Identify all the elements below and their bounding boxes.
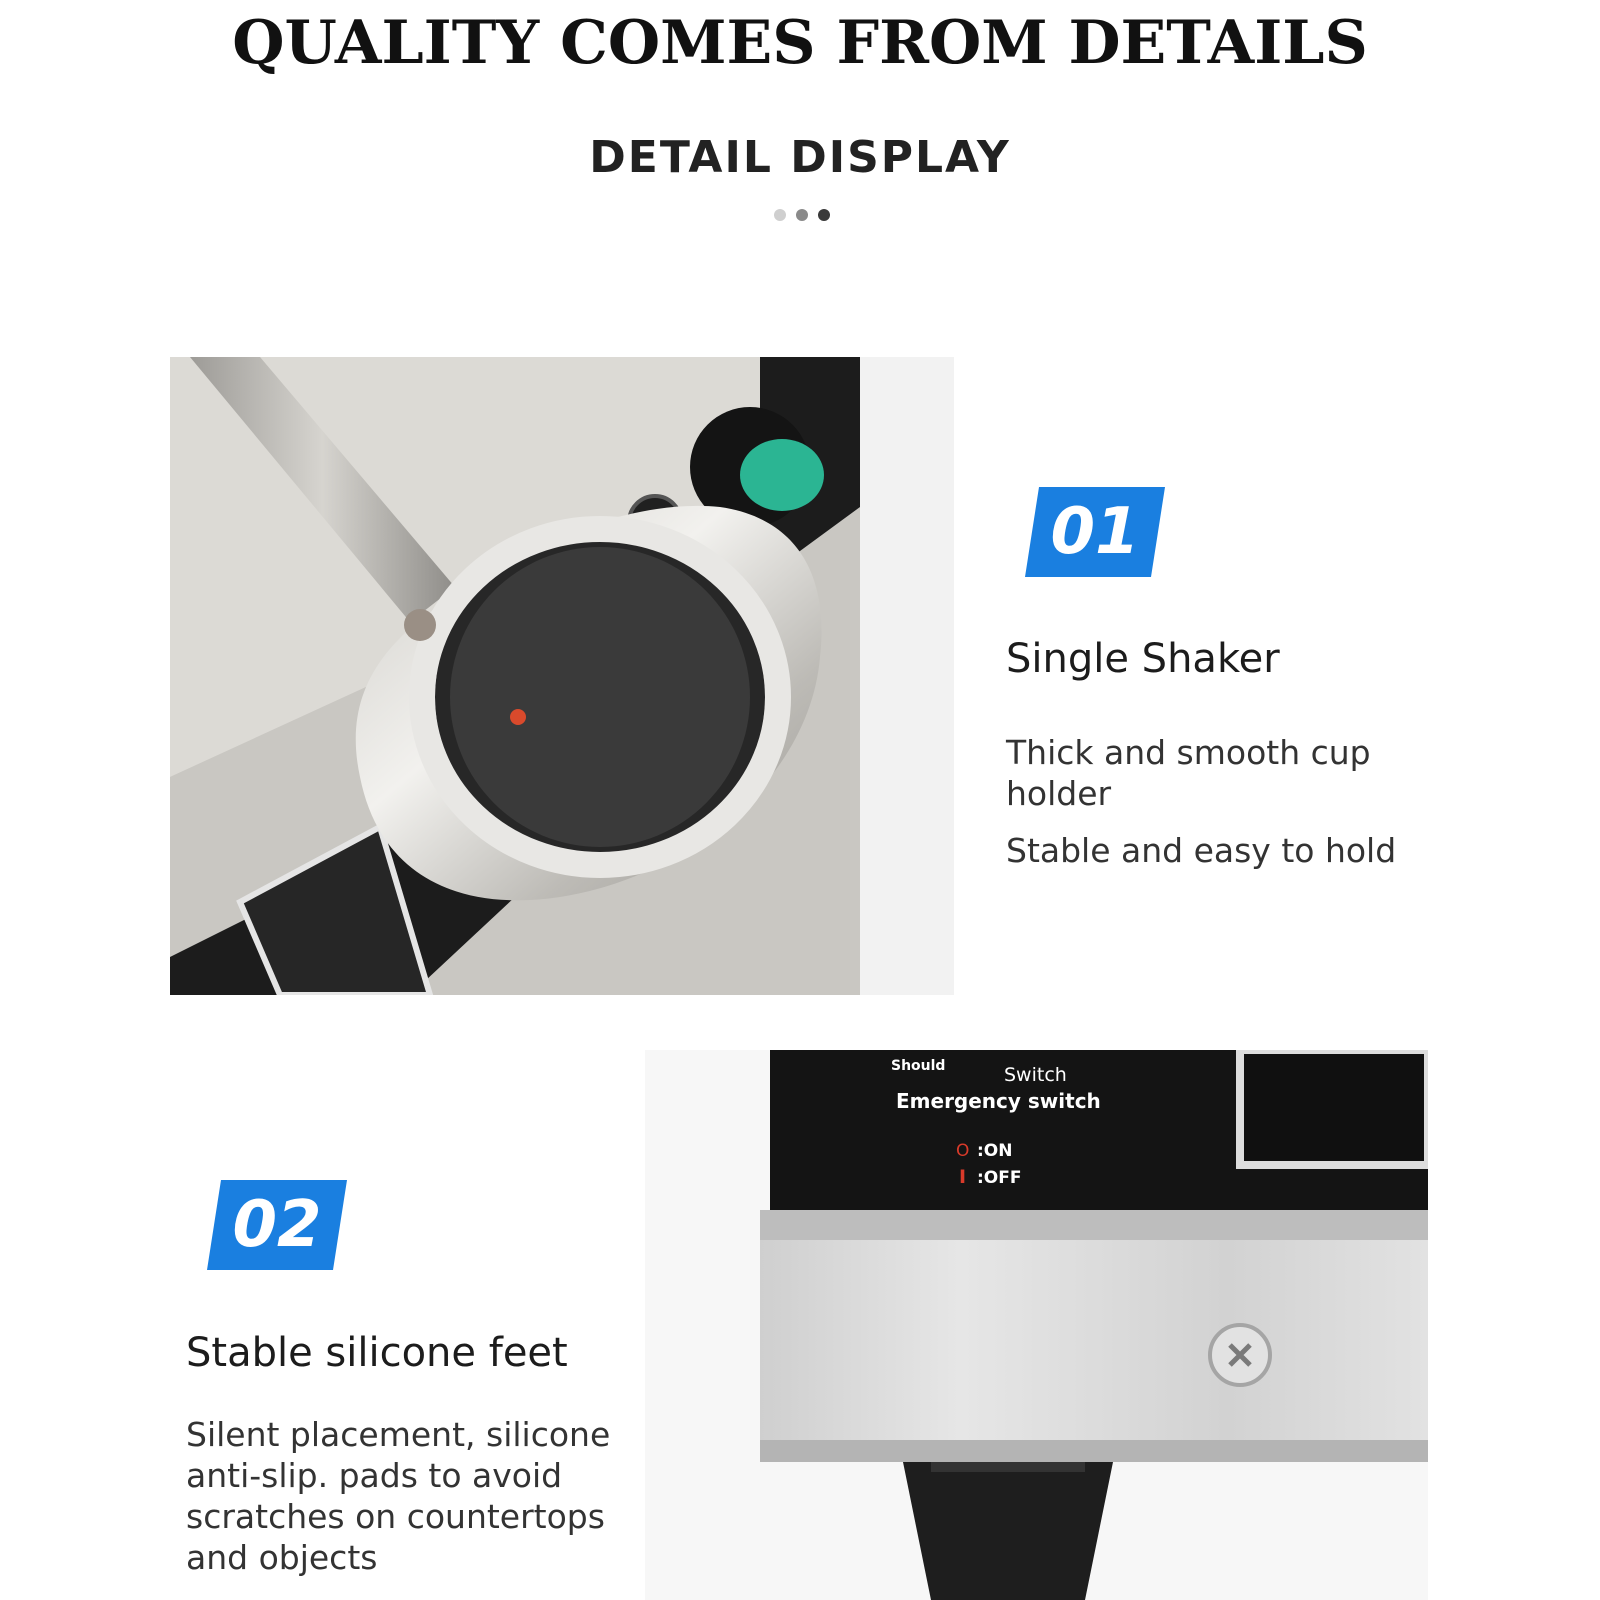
silicone-feet-photo [645, 1050, 1428, 1600]
silicone-foot [903, 1462, 1113, 1600]
dot-dark [818, 209, 830, 221]
on-symbol: O [956, 1141, 970, 1161]
feature-desc-1b: Stable and easy to hold [1006, 831, 1397, 870]
page-subtitle: DETAIL DISPLAY [589, 132, 1011, 183]
cup-holder-photo [170, 357, 954, 995]
feature-desc-1a: Thick and smooth cup holder [1006, 733, 1371, 813]
feature-number-badge-1 [1025, 487, 1165, 577]
decorative-dots [774, 209, 830, 221]
feature-number-2: 02 [232, 1188, 322, 1262]
feature-number-1: 01 [1050, 495, 1140, 569]
emergency-switch-label: Emergency switch [896, 1089, 1101, 1113]
page-title: QUALITY COMES FROM DETAILS [232, 8, 1368, 78]
off-label: :OFF [977, 1168, 1022, 1188]
feature-number-badge-2 [207, 1180, 347, 1270]
cup-holder-ring-photo [170, 357, 954, 995]
feature-title-1: Single Shaker [1006, 636, 1280, 682]
on-label: :ON [977, 1141, 1013, 1161]
dot-medium [796, 209, 808, 221]
off-symbol: I [959, 1166, 967, 1188]
panel-small-label-1: Should [891, 1058, 946, 1074]
feature-title-2: Stable silicone feet [186, 1330, 568, 1376]
dot-light [774, 209, 786, 221]
feature-desc-2: Silent placement, silicone anti-slip. pads to avoid scratches on countertops and objects [186, 1415, 611, 1577]
panel-small-label-2: Switch [1004, 1064, 1067, 1086]
power-knob-icon [740, 439, 824, 511]
